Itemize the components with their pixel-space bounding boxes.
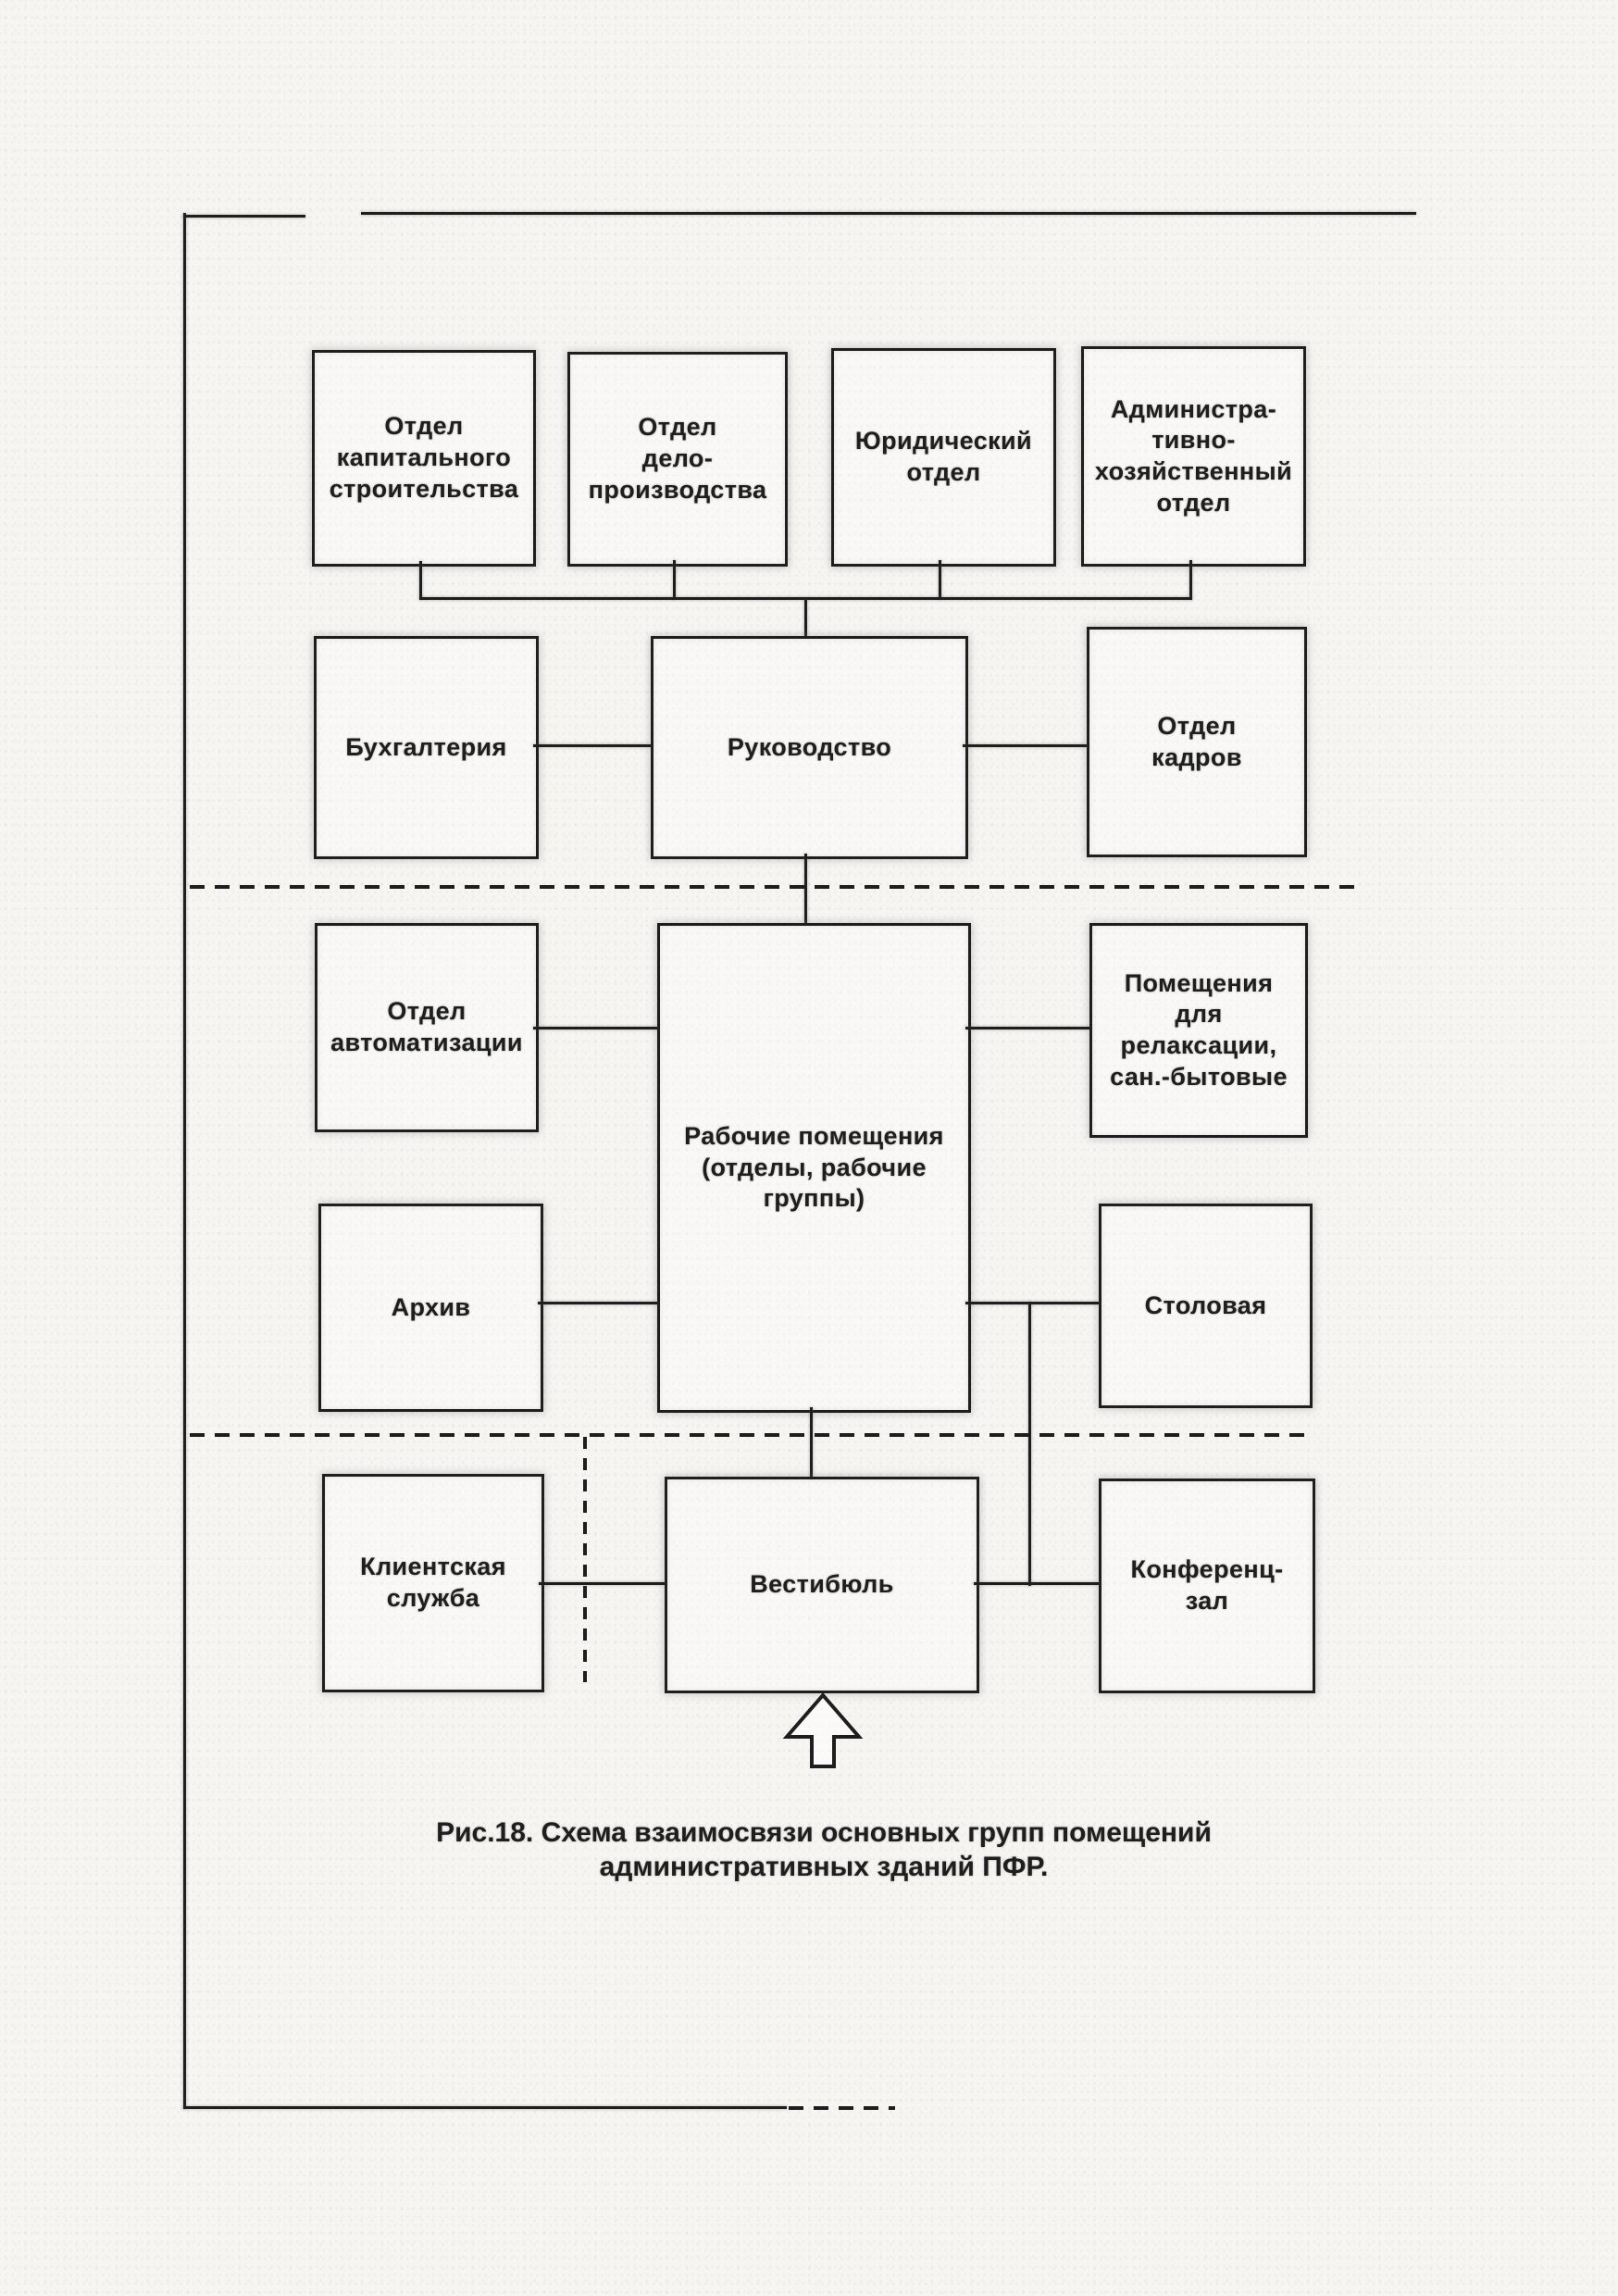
box-label-line: Отдел bbox=[1157, 711, 1237, 740]
box-label-line: Отдел bbox=[384, 412, 464, 441]
connector-records-to-bus bbox=[673, 560, 676, 599]
box-label-line: дело- bbox=[641, 444, 714, 473]
connector-archive-work-premises bbox=[538, 1302, 657, 1304]
box-label-line: группы) bbox=[763, 1184, 865, 1213]
box-capital-construction-dept bbox=[312, 350, 536, 567]
connector-lobby-conference bbox=[974, 1582, 1099, 1585]
box-label-line: релаксации, bbox=[1120, 1031, 1277, 1059]
box-label-line: отдел bbox=[1156, 488, 1231, 517]
box-accounting bbox=[314, 636, 539, 859]
figure-caption-line2: административных зданий ПФР. bbox=[599, 1851, 1049, 1882]
box-label-line: Конференц- bbox=[1130, 1555, 1284, 1584]
page-frame-bottom-segment bbox=[183, 2106, 787, 2109]
connector-work-premises-lobby bbox=[810, 1407, 813, 1479]
dashed-separator-upper bbox=[190, 885, 1356, 889]
box-label-line: Рабочие помещения bbox=[684, 1121, 944, 1150]
box-lobby bbox=[665, 1477, 979, 1693]
box-canteen bbox=[1099, 1204, 1313, 1408]
box-label-line: сан.-бытовые bbox=[1110, 1062, 1288, 1091]
box-label-line: кадров bbox=[1151, 742, 1242, 771]
box-label-line: Помещения bbox=[1124, 968, 1274, 997]
box-label-line: отдел bbox=[906, 458, 981, 486]
box-conference-hall bbox=[1099, 1479, 1315, 1693]
box-records-dept bbox=[567, 352, 788, 567]
connector-canteen-link-to-lobby-conference bbox=[1028, 1302, 1031, 1586]
box-label-line: зал bbox=[1185, 1587, 1229, 1615]
connector-work-premises-canteen bbox=[965, 1302, 1099, 1304]
connector-bus-to-management bbox=[804, 600, 807, 637]
box-archive bbox=[318, 1204, 543, 1412]
box-label-line: Юридический bbox=[854, 427, 1033, 455]
box-label-line: (отделы, рабочие bbox=[702, 1153, 927, 1181]
connector-client-service-lobby bbox=[539, 1582, 665, 1585]
box-label-line: тивно- bbox=[1151, 426, 1236, 455]
figure-caption bbox=[352, 1816, 1296, 1884]
dashed-separator-lower bbox=[190, 1433, 1310, 1437]
box-label-line: служба bbox=[386, 1584, 480, 1612]
connector-automation-work-premises bbox=[533, 1027, 657, 1029]
connector-capital-construction-to-bus bbox=[419, 561, 422, 599]
box-automation-dept bbox=[315, 923, 539, 1132]
box-client-service bbox=[322, 1474, 544, 1692]
box-label-line: Столовая bbox=[1144, 1291, 1267, 1319]
box-legal-dept bbox=[831, 348, 1056, 567]
connector-legal-to-bus bbox=[939, 560, 941, 599]
box-hr-dept bbox=[1087, 627, 1307, 857]
box-label-line: хозяйственный bbox=[1094, 457, 1293, 485]
box-relaxation-premises bbox=[1089, 923, 1308, 1138]
box-label-line: Архив bbox=[391, 1292, 471, 1321]
box-label-line: Бухгалтерия bbox=[345, 732, 507, 761]
connector-management-hr bbox=[963, 744, 1087, 747]
dashed-divider-client-service bbox=[583, 1437, 587, 1682]
box-label-line: Отдел bbox=[387, 997, 467, 1026]
box-label-line: автоматизации bbox=[330, 1029, 523, 1056]
figure-caption-line1: Рис.18. Схема взаимосвязи основных групп помещений bbox=[436, 1817, 1212, 1848]
box-management bbox=[651, 636, 968, 859]
box-label-line: строительства bbox=[329, 474, 519, 503]
entrance-arrow-icon bbox=[780, 1691, 865, 1772]
box-label-line: производства bbox=[588, 475, 767, 504]
page-frame-bottom-broken-segment bbox=[789, 2106, 895, 2110]
box-administrative-household-dept bbox=[1081, 346, 1306, 567]
page-frame-top-segment bbox=[361, 212, 1416, 215]
box-label-line: Вестибюль bbox=[750, 1570, 894, 1599]
connector-accounting-management bbox=[533, 744, 651, 747]
box-work-premises bbox=[657, 923, 971, 1413]
box-label-line: Клиентская bbox=[360, 1553, 506, 1581]
connector-admin-household-to-bus bbox=[1189, 560, 1192, 599]
box-label-line: Отдел bbox=[638, 413, 717, 442]
page-frame-left bbox=[183, 213, 186, 2109]
box-label-line: для bbox=[1175, 1000, 1223, 1029]
box-label-line: Руководство bbox=[727, 732, 892, 761]
box-label-line: Администра- bbox=[1110, 394, 1277, 423]
box-label-line: капитального bbox=[336, 443, 512, 472]
connector-work-premises-relaxation bbox=[965, 1027, 1089, 1029]
page-frame-top-left-segment bbox=[183, 215, 305, 218]
